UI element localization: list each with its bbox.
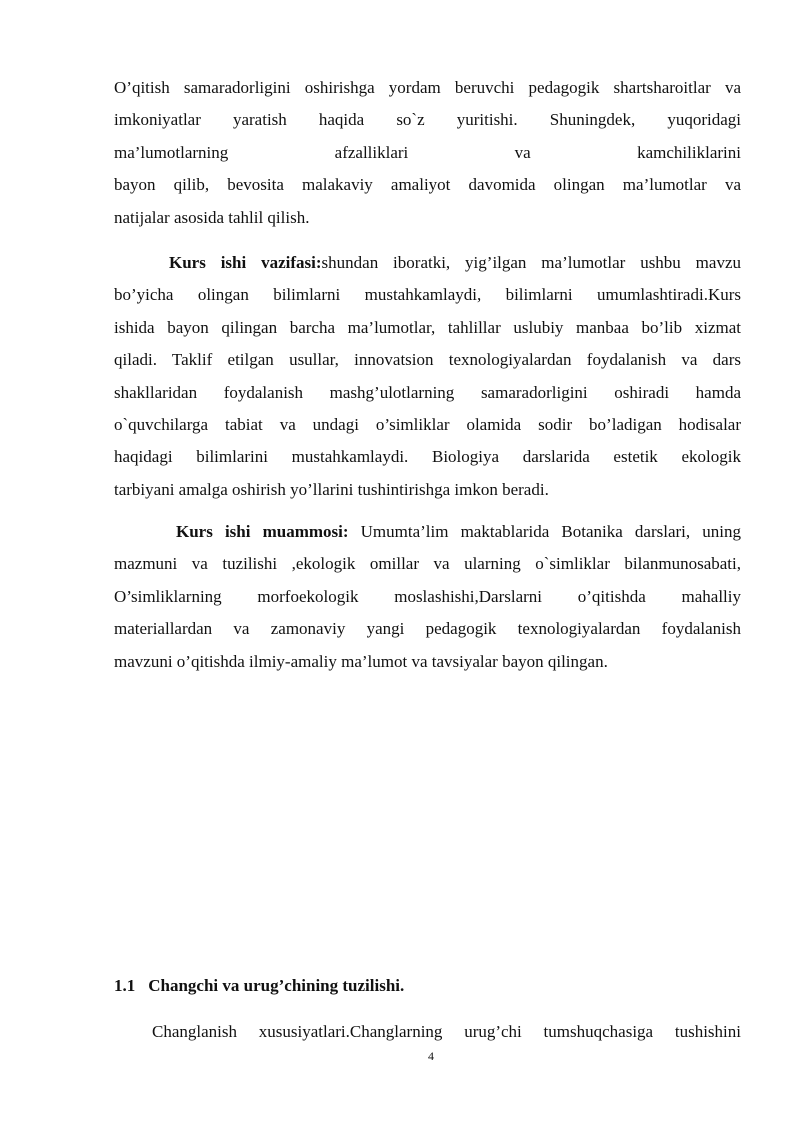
paragraph-line xyxy=(114,312,741,344)
line-text: ishida bayon qilingan barcha ma’lumotlar, tahlillar uslubiy manbaa bo’lib xizmat xyxy=(114,317,741,337)
line-text: haqidagi bilimlarini mustahkamlaydi. Biologiya darslarida estetik ekologik xyxy=(114,447,741,467)
paragraph-line xyxy=(114,474,741,506)
paragraph-pollination xyxy=(114,1016,741,1048)
word: va xyxy=(514,142,531,162)
word: morfoekologik xyxy=(257,586,359,606)
word: moslashishi,Darslarni xyxy=(394,586,543,606)
paragraph-line xyxy=(114,613,741,645)
paragraph-line xyxy=(114,516,741,548)
section-number: 1.1 xyxy=(114,976,136,995)
word: Shuningdek, xyxy=(549,110,636,130)
word: yuritishi. xyxy=(456,110,518,130)
word: o’qitishda xyxy=(577,586,646,606)
line-text: materiallardan va zamonaviy yangi pedagogik texnologiyalardan foydalanish xyxy=(114,619,741,639)
word: O’simliklarning xyxy=(114,586,222,606)
page-number: 4 xyxy=(428,1049,434,1063)
word: mahalliy xyxy=(681,586,741,606)
paragraph-intro xyxy=(114,72,741,234)
paragraph-line xyxy=(114,72,741,104)
paragraph-line xyxy=(114,344,741,376)
line-text: shundan iboratki, yig’ilgan ma’lumotlar ushbu mavzu xyxy=(321,253,741,272)
paragraph-line xyxy=(114,377,741,409)
paragraph-problem xyxy=(114,516,741,678)
paragraph-line xyxy=(114,247,741,279)
line-text: bo’yicha olingan bilimlarni mustahkamlaydi, bilimlarni umumlashtiradi.Kurs xyxy=(114,285,741,305)
word: yuqoridagi xyxy=(667,110,741,130)
word: imkoniyatlar xyxy=(114,110,201,130)
line-text: natijalar asosida tahlil qilish. xyxy=(114,207,310,227)
paragraph-line xyxy=(114,409,741,441)
problem-label: Kurs ishi muammosi: xyxy=(176,522,349,541)
line-text: Changlanish xususiyatlari.Changlarning urug’chi tumshuqchasiga tushishini xyxy=(152,1022,741,1041)
objectives-label: Kurs ishi vazifasi: xyxy=(169,253,322,272)
word: ma’lumotlarning xyxy=(114,142,229,162)
section-heading xyxy=(114,970,404,1002)
line-text: mazmuni va tuzilishi ,ekologik omillar va ularning o`simliklar bilanmunosabati, xyxy=(114,554,741,574)
paragraph-line xyxy=(114,1016,741,1048)
word: so`z xyxy=(396,110,425,130)
paragraph-line xyxy=(114,646,741,678)
word: kamchiliklarini xyxy=(637,142,741,162)
paragraph-line xyxy=(114,169,741,201)
line-text: o`quvchilarga tabiat va undagi o’simliklar olamida sodir bo’ladigan hodisalar xyxy=(114,414,741,434)
word: yaratish xyxy=(232,110,287,130)
line-text: O’qitish samaradorligini oshirishga yordam beruvchi pedagogik shartsharoitlar va xyxy=(114,78,741,97)
word: afzalliklari xyxy=(334,142,409,162)
paragraph-line xyxy=(114,581,741,613)
line-text: tarbiyani amalga oshirish yo’llarini tushintirishga imkon beradi. xyxy=(114,479,549,499)
section-title: Changchi va urug’chining tuzilishi. xyxy=(148,976,405,995)
paragraph-objectives xyxy=(114,247,741,506)
line-text: qiladi. Taklif etilgan usullar, innovatsion texnologiyalardan foydalanish va dars xyxy=(114,350,741,370)
line-text: shakllaridan foydalanish mashg’ulotlarning samaradorligini oshiradi hamda xyxy=(114,382,741,402)
word: haqida xyxy=(318,110,365,130)
line-text: bayon qilib, bevosita malakaviy amaliyot davomida olingan ma’lumotlar va xyxy=(114,175,741,195)
paragraph-line xyxy=(114,548,741,580)
paragraph-line xyxy=(114,441,741,473)
paragraph-line xyxy=(114,202,741,234)
line-text: Umumta’lim maktablarida Botanika darslari, uning xyxy=(348,522,741,541)
paragraph-line xyxy=(114,137,741,169)
line-text: mavzuni o’qitishda ilmiy-amaliy ma’lumot va tavsiyalar bayon qilingan. xyxy=(114,651,608,671)
paragraph-line xyxy=(114,279,741,311)
paragraph-line xyxy=(114,104,741,136)
